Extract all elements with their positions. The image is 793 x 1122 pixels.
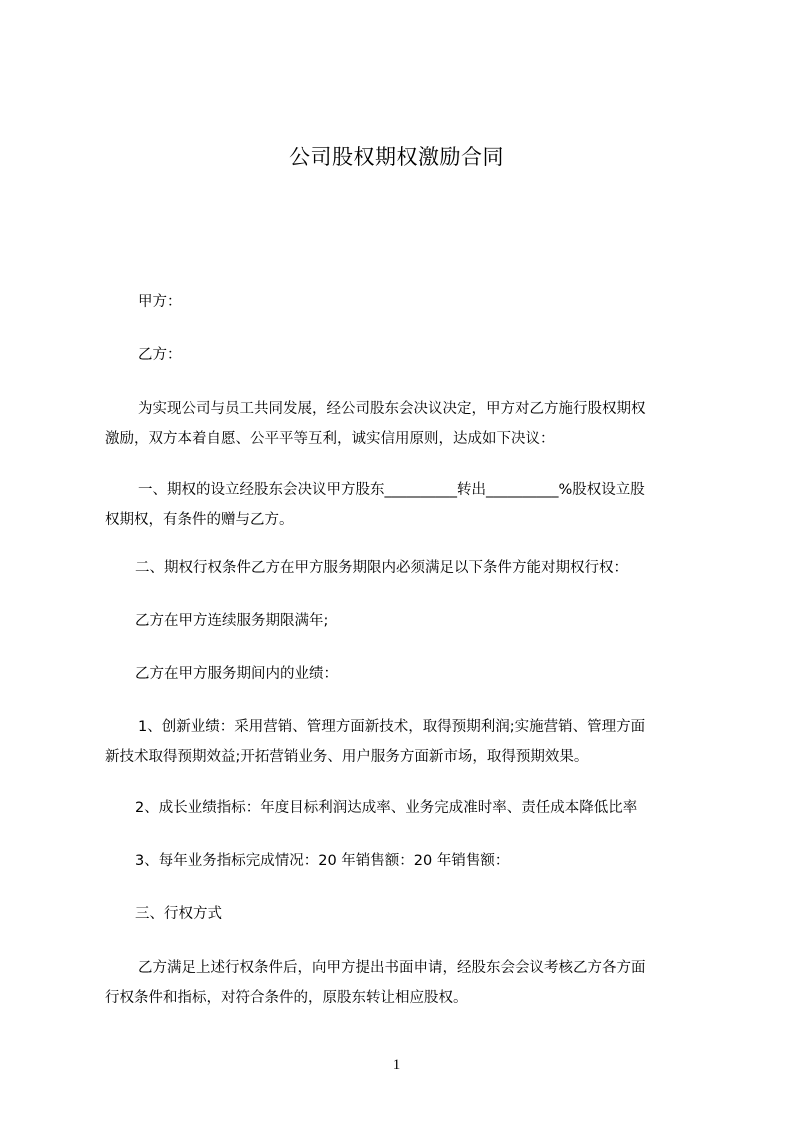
- intro-line-2: 激励，双方本着自愿、公平平等互利，诚实信用原则，达成如下决议：: [105, 431, 555, 447]
- exercise-line-1: 乙方满足上述行权条件后，向甲方提出书面申请，经股东会会议考核乙方各方面: [138, 960, 646, 976]
- condition-service-period: 乙方在甲方连续服务期限满年;: [135, 613, 329, 629]
- item-1-paragraph: [105, 712, 703, 772]
- party-b-label: 乙方：: [138, 347, 182, 363]
- item-1-line-1: 1、创新业绩：采用营销、管理方面新技术，取得预期利润;实施营销、管理方面: [138, 719, 646, 735]
- item-1-line-2: 新技术取得预期效益;开拓营销业务、用户服务方面新市场，取得预期效果。: [105, 749, 589, 765]
- document-title: 公司股权期权激励合同: [289, 145, 504, 169]
- page-number: 1: [392, 1057, 401, 1073]
- section-1-paragraph: [105, 475, 703, 535]
- exercise-line-2: 行权条件和指标，对符合条件的，原股东转让相应股权。: [105, 990, 468, 1006]
- intro-paragraph: [105, 394, 703, 454]
- section-3-heading: 三、行权方式: [135, 906, 222, 922]
- condition-performance: 乙方在甲方服务期间内的业绩：: [135, 666, 338, 682]
- section-1-line-1: 一、期权的设立经股东会决议甲方股东__________转出__________%股权设立股: [138, 482, 645, 498]
- section-1-line-2: 权期权，有条件的赠与乙方。: [105, 512, 294, 528]
- section-2-heading: 二、期权行权条件乙方在甲方服务期限内必须满足以下条件方能对期权行权：: [135, 560, 628, 576]
- item-2-paragraph: 2、成长业绩指标：年度目标利润达成率、业务完成准时率、责任成本降低比率: [135, 800, 638, 816]
- party-a-label: 甲方：: [138, 294, 182, 310]
- exercise-paragraph: [105, 953, 703, 1013]
- intro-line-1: 为实现公司与员工共同发展，经公司股东会决议决定，甲方对乙方施行股权期权: [138, 401, 646, 417]
- item-3-paragraph: 3、每年业务指标完成情况：20 年销售额：20 年销售额：: [135, 853, 510, 869]
